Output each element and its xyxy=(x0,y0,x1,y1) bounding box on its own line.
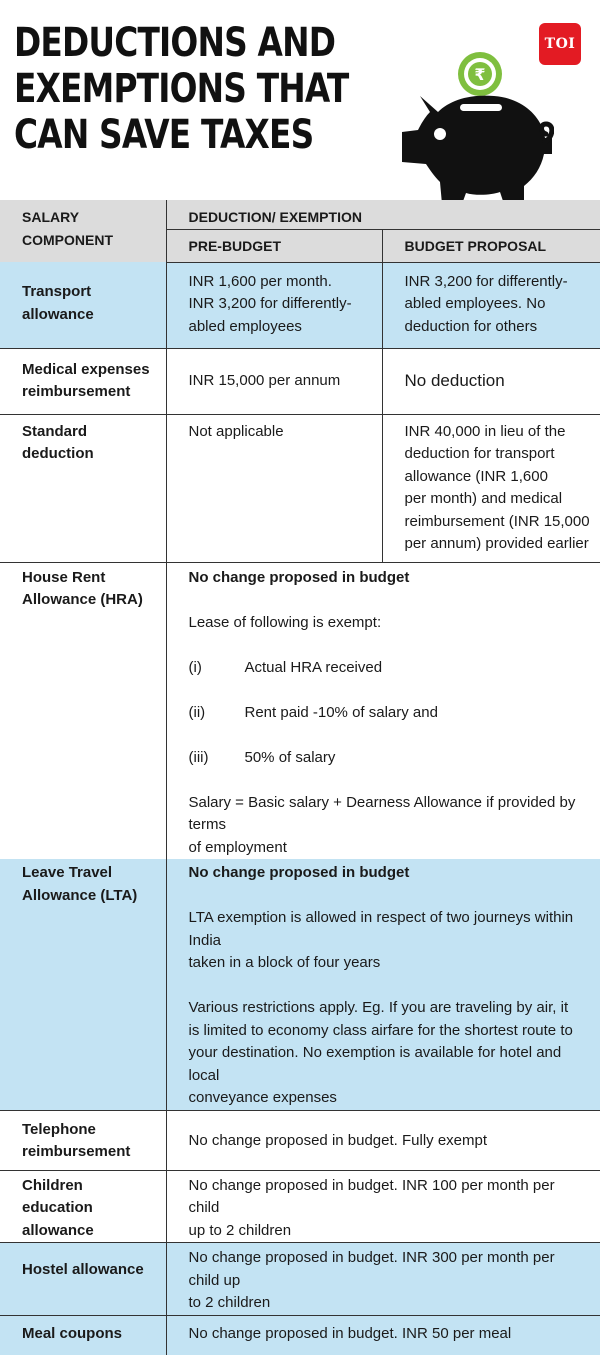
list-item: (i) Actual HRA received xyxy=(188,658,383,676)
table-row xyxy=(0,1170,600,1243)
table-row xyxy=(0,414,600,562)
component-cell: Telephone reimbursement xyxy=(0,1110,166,1170)
table-row xyxy=(0,262,600,348)
hra-details-cell: No change proposed in budget Lease of following is exempt: (i) Actual HRA received (ii) Rent paid -10% of salary and (iii) 50% of salary Salary = Basic salary + Dearness Allowance if provided by terms of employment xyxy=(166,562,600,859)
deduction-exemption-header: DEDUCTION/ EXEMPTION xyxy=(166,200,600,229)
list-item: (ii) Rent paid -10% of salary and xyxy=(188,703,438,721)
component-cell: Transport allowance xyxy=(0,262,166,348)
deductions-table xyxy=(0,200,600,1355)
rupee-coin-icon xyxy=(458,52,502,96)
table-row xyxy=(0,348,600,414)
pre-budget-cell: Not applicable xyxy=(166,414,382,562)
component-cell: Meal coupons xyxy=(0,1315,166,1355)
telephone-details-cell: No change proposed in budget. Fully exempt xyxy=(166,1110,600,1170)
budget-proposal-cell: No deduction xyxy=(382,348,600,414)
table-row xyxy=(0,1110,600,1170)
page-title: DEDUCTIONS AND EXEMPTIONS THAT CAN SAVE TAXES xyxy=(14,20,349,158)
pre-budget-cell: INR 1,600 per month. INR 3,200 for differently- abled employees xyxy=(166,262,382,348)
children-education-details-cell: No change proposed in budget. INR 100 per month per child up to 2 children xyxy=(166,1170,600,1243)
component-cell: Hostel allowance xyxy=(0,1243,166,1316)
component-cell: Children education allowance xyxy=(0,1170,166,1243)
header xyxy=(0,0,600,200)
budget-proposal-cell: INR 40,000 in lieu of the deduction for transport allowance (INR 1,600 per month) and medical reimbursement (INR 15,000 per annum) provided earlier xyxy=(382,414,600,562)
lta-details-cell: No change proposed in budget LTA exemption is allowed in respect of two journeys within India taken in a block of four years Various restrictions apply. Eg. If you are traveling by air, it is limited to economy class airfare for the shortest route to your destination. No exemption is available for hotel and local conveyance expenses xyxy=(166,859,600,1110)
meal-coupons-details-cell: No change proposed in budget. INR 50 per meal xyxy=(166,1315,600,1355)
budget-proposal-header: BUDGET PROPOSAL xyxy=(382,229,600,262)
svg-text:₹: ₹ xyxy=(474,65,486,84)
component-cell: Leave Travel Allowance (LTA) xyxy=(0,859,166,1110)
list-item: (iii) 50% of salary xyxy=(188,748,336,766)
table-header-row xyxy=(0,200,600,229)
table-row xyxy=(0,562,600,859)
component-cell: Medical expenses reimbursement xyxy=(0,348,166,414)
table-row xyxy=(0,1315,600,1355)
budget-proposal-cell: INR 3,200 for differently- abled employees. No deduction for others xyxy=(382,262,600,348)
pre-budget-header: PRE-BUDGET xyxy=(166,229,382,262)
toi-logo: TOI xyxy=(539,23,581,65)
component-cell: House Rent Allowance (HRA) xyxy=(0,562,166,859)
pre-budget-cell: INR 15,000 per annum xyxy=(166,348,382,414)
component-cell: Standard deduction xyxy=(0,414,166,562)
piggy-bank-icon xyxy=(398,50,554,210)
salary-component-header: SALARY COMPONENT xyxy=(0,200,166,262)
table-row xyxy=(0,859,600,1110)
table-row xyxy=(0,1243,600,1316)
hostel-details-cell: No change proposed in budget. INR 300 per month per child up to 2 children xyxy=(166,1243,600,1316)
